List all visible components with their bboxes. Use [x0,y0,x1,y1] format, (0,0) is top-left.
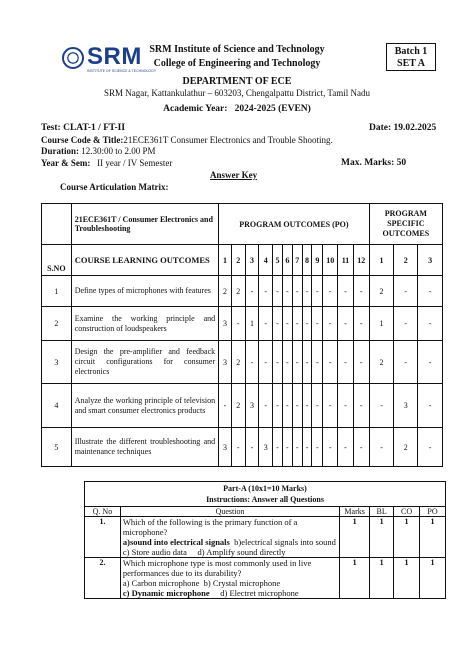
po-value: 2 [231,384,245,428]
po-value: - [231,307,245,341]
pso-value: - [418,428,443,467]
pso-value: - [394,341,418,384]
row-outcome: Illustrate the different troubleshooting and maintenance techniques [71,428,218,467]
po-value: - [273,384,283,428]
set-label: SET A [397,58,425,69]
po-value: 3 [219,341,232,384]
question-options-cd [123,588,337,598]
po-value: - [282,276,292,307]
po-value: - [292,384,302,428]
option-d: d) Electret microphone [220,588,299,598]
row-outcome: Define types of microphones with features [71,276,218,307]
matrix-blank-cell [42,204,72,245]
po-value: - [282,384,292,428]
question-stem: Which microphone type is most commonly used in live performances due to its durability? [122,558,312,578]
logo-text: SRM [87,43,142,70]
po-value: - [353,341,369,384]
po-num: 8 [302,245,312,276]
po-value: - [323,384,338,428]
question-bl: 1 [370,558,394,599]
po-value: - [245,341,259,384]
qno-header: Q. No [85,507,121,517]
option-c: c) Dynamic microphone [122,588,210,598]
po-value: - [312,428,323,467]
matrix-row [42,428,443,467]
po-value: - [338,384,354,428]
po-value: - [219,384,232,428]
row-outcome: Analyze the working principle of television and smart consumer electronics products [71,384,218,428]
row-sno: 5 [42,428,72,467]
test-name: Test: CLAT-1 / FT-II [41,123,126,133]
po-value: - [338,276,354,307]
question-bl: 1 [370,517,394,558]
po-value: - [353,384,369,428]
college-name: College of Engineering and Technology [153,58,321,69]
po-header: PROGRAM OUTCOMES (PO) [219,204,370,245]
pso-value: - [369,428,394,467]
po-value: - [282,307,292,341]
batch-label: Batch 1 [394,46,428,57]
pso-value: - [369,384,394,428]
po-value: - [323,307,338,341]
po-value: 2 [231,341,245,384]
po-value: - [273,307,283,341]
question-number: 2. [85,558,121,599]
po-value: - [245,276,259,307]
po-value: - [292,276,302,307]
po-value: - [282,428,292,467]
po-num: 4 [259,245,273,276]
course-line: Course Code & Title:21ECE361T Consumer Electronics and Trouble Shooting. [41,135,333,145]
po-value: - [312,384,323,428]
po-value: - [312,307,323,341]
po-num: 12 [353,245,369,276]
po-value: - [353,307,369,341]
po-value: - [312,276,323,307]
po-value: 2 [231,276,245,307]
matrix-title: Course Articulation Matrix: [60,182,169,192]
po-value: - [231,428,245,467]
question-row [85,558,446,599]
po-value: - [259,341,273,384]
part-a-header-row [85,507,446,517]
matrix-header-row [42,245,443,276]
po-value: - [323,276,338,307]
academic-year: Academic Year: 2024-2025 (EVEN) [163,104,311,114]
clo-header: COURSE LEARNING OUTCOMES [71,245,218,276]
po-value: 3 [245,384,259,428]
po-value: - [323,428,338,467]
pso-value: - [418,341,443,384]
matrix-row [42,384,443,428]
max-marks: Max. Marks: 50 [341,158,407,168]
sno-header: S.NO [42,245,72,276]
po-value: - [302,307,312,341]
po-value: 3 [219,307,232,341]
batch-box [386,43,436,71]
question-number: 1. [85,517,121,558]
po-num: 3 [245,245,259,276]
pso-value: 2 [369,341,394,384]
pso-value: 2 [394,428,418,467]
pso-value: 3 [394,384,418,428]
po-value: - [273,341,283,384]
po-value: 3 [259,428,273,467]
po-value: - [259,276,273,307]
po-value: 2 [219,276,232,307]
po-value: - [323,341,338,384]
po-value: - [282,341,292,384]
option-b: b) Crystal microphone [203,578,281,588]
row-sno: 2 [42,307,72,341]
duration-line: Duration: 12.30:00 to 2.00 PM [41,146,156,156]
pso-value: - [418,276,443,307]
question-header: Question [120,507,339,517]
option-b: b)electrical signals into sound [234,537,336,547]
year-sem-line: Year & Sem: II year / IV Semester [41,158,173,168]
po-num: 10 [323,245,338,276]
option-c: c) Store audio data [122,547,187,557]
question-row [85,517,446,558]
pso-value: 2 [369,276,394,307]
po-value: - [338,341,354,384]
po-value: - [273,276,283,307]
po-header: PO [420,507,446,517]
question-marks: 1 [340,558,370,599]
po-num: 6 [282,245,292,276]
matrix-row [42,276,443,307]
option-a: a) Carbon microphone [122,578,200,588]
matrix-row [42,341,443,384]
po-value: - [312,341,323,384]
pso-value: - [394,276,418,307]
pso-value: - [394,307,418,341]
question-po: 1 [420,558,446,599]
test-date: Date: 19.02.2025 [369,123,437,133]
matrix-course-cell: 21ECE361T / Consumer Electronics and Troubleshooting [71,204,218,245]
po-num: 9 [312,245,323,276]
row-outcome: Examine the working principle and construction of loudspeakers [71,307,218,341]
question-co: 1 [394,558,420,599]
question-options-ab [123,537,337,547]
part-a-body [85,517,446,599]
po-value: - [302,341,312,384]
row-outcome: Design the pre-amplifier and feedback circuit configurations for consumer electronics [71,341,218,384]
po-num: 11 [338,245,354,276]
matrix-row [42,307,443,341]
po-value: - [353,276,369,307]
pso-value: - [418,307,443,341]
po-num: 5 [273,245,283,276]
po-value: - [302,384,312,428]
question-options-cd [123,547,337,557]
question-stem: Which of the following is the primary function of a microphone? [122,517,298,537]
po-value: 1 [245,307,259,341]
pso-num: 1 [369,245,394,276]
po-num: 7 [292,245,302,276]
po-value: - [302,276,312,307]
pso-num: 3 [418,245,443,276]
part-a-instructions: Instructions: Answer all Questions [206,495,324,504]
logo-subtext: INSTITUTE OF SCIENCE & TECHNOLOGY [87,69,157,73]
row-sno: 1 [42,276,72,307]
po-value: - [273,428,283,467]
po-value: - [302,428,312,467]
po-value: - [353,428,369,467]
pso-header: PROGRAM SPECIFIC OUTCOMES [369,204,442,245]
marks-header: Marks [340,507,370,517]
question-po: 1 [420,517,446,558]
option-a: a)sound into electrical signals [122,537,230,547]
question-co: 1 [394,517,420,558]
part-a-title: Part-A (10x1=10 Marks) [223,484,307,493]
bl-header: BL [370,507,394,517]
po-value: - [259,384,273,428]
po-num: 2 [231,245,245,276]
address: SRM Nagar, Kattankulathur – 603203, Chengalpattu District, Tamil Nadu [103,88,371,98]
pso-value: - [418,384,443,428]
question-marks: 1 [340,517,370,558]
matrix-body [42,276,443,467]
part-a-table [84,481,446,599]
po-value: - [338,307,354,341]
po-value: - [292,307,302,341]
po-value: - [292,428,302,467]
pso-num: 2 [394,245,418,276]
row-sno: 3 [42,341,72,384]
po-value: - [245,428,259,467]
po-value: - [259,307,273,341]
institute-name: SRM Institute of Science and Technology [149,44,325,55]
option-d: d) Amplify sound directly [197,547,286,557]
po-value: - [292,341,302,384]
department-name: DEPARTMENT OF ECE [182,76,292,87]
po-num: 1 [219,245,232,276]
pso-value: 1 [369,307,394,341]
answer-key-title: Answer Key [210,170,258,180]
course-articulation-matrix [41,203,443,467]
co-header: CO [394,507,420,517]
po-value: - [338,428,354,467]
po-value: 3 [219,428,232,467]
question-options-ab [123,578,337,588]
row-sno: 4 [42,384,72,428]
